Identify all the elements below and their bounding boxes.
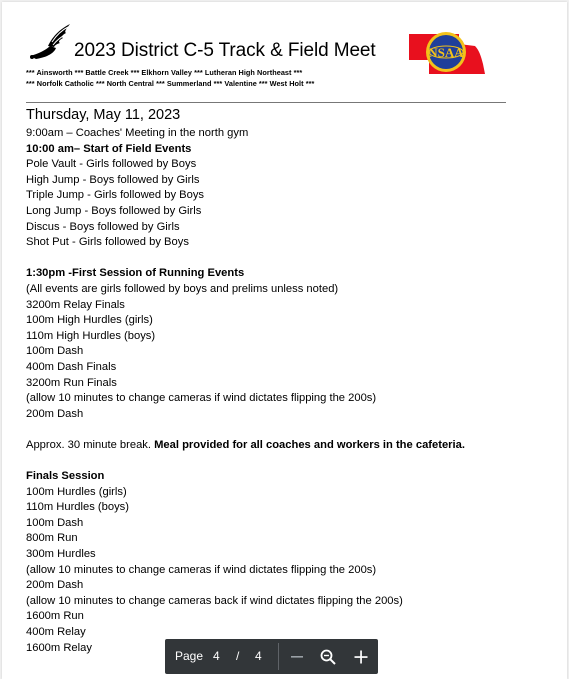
schedule-line: 400m Relay: [26, 626, 86, 638]
minus-icon: [290, 650, 304, 664]
schedule-line: 400m Dash Finals: [26, 360, 117, 373]
magnifier-icon: [319, 648, 337, 666]
pdf-toolbar: [165, 639, 378, 674]
blank-line: [26, 422, 526, 438]
schools-list-line-1: *** Ainsworth *** Battle Creek *** Elkhorn Valley *** Lutheran High Northeast ***: [26, 68, 303, 77]
schedule-line: 1600m Relay: [26, 641, 92, 654]
schedule-line: 200m Dash: [26, 579, 84, 592]
schedule-line: Shot Put - Girls followed by Boys: [26, 236, 189, 249]
blank-line: [26, 251, 526, 267]
schedule-heading: 1:30pm -First Session of Running Events: [26, 267, 245, 280]
schedule-line: Long Jump - Boys followed by Girls: [26, 204, 202, 217]
schedule-line: 3200m Run Finals: [26, 376, 117, 389]
schedule-note: (allow 10 minutes to change cameras back if wind dictates flipping the 200s): [26, 594, 403, 607]
header-divider: [26, 102, 506, 103]
zoom-out-button[interactable]: [284, 644, 309, 669]
break-line: [26, 438, 526, 454]
break-text: Approx. 30 minute break.: [26, 438, 155, 451]
toolbar-divider: [278, 643, 279, 670]
schedule-line: 300m Hurdles: [26, 548, 96, 561]
page-separator: /: [236, 649, 240, 663]
schedule-line: 200m Dash: [26, 407, 84, 420]
schedule-line: 110m High Hurdles (boys): [26, 329, 156, 342]
schedule-note: (allow 10 minutes to change cameras if wind dictates flipping the 200s): [26, 563, 377, 576]
schedule-line: 3200m Relay Finals: [26, 298, 125, 311]
schedule-line: 100m Dash: [26, 345, 84, 358]
page-label: Page: [175, 649, 204, 663]
total-pages: 4: [255, 649, 262, 663]
current-page-input[interactable]: 4: [213, 649, 220, 663]
plus-icon: [353, 649, 369, 665]
schedule-note: (allow 10 minutes to change cameras if wind dictates flipping the 200s): [26, 392, 377, 405]
blank-line: [26, 453, 526, 469]
schools-list-line-2: *** Norfolk Catholic *** North Central *** Summerland *** Valentine *** West Holt ***: [26, 79, 315, 88]
schedule-line: 1600m Run: [26, 610, 84, 623]
schedule-line: 100m Dash: [26, 516, 84, 529]
zoom-in-button[interactable]: [348, 644, 373, 669]
document-title: 2023 District C-5 Track & Field Meet: [74, 40, 376, 61]
schedule-line: 100m High Hurdles (girls): [26, 314, 153, 327]
schedule-line: Discus - Boys followed by Girls: [26, 220, 180, 233]
schedule-line: 100m Hurdles (girls): [26, 485, 127, 498]
schedule-line: Triple Jump - Girls followed by Boys: [26, 189, 205, 202]
schedule-line: 800m Run: [26, 532, 78, 545]
schedule-line: 110m Hurdles (boys): [26, 501, 130, 514]
schedule-note: (All events are girls followed by boys and prelims unless noted): [26, 282, 339, 295]
meet-date: Thursday, May 11, 2023: [26, 107, 181, 123]
zoom-button[interactable]: [315, 644, 340, 669]
meal-notice: Meal provided for all coaches and workers in the cafeteria.: [154, 438, 465, 451]
schedule-line: High Jump - Boys followed by Girls: [26, 173, 200, 186]
schedule-line: Pole Vault - Girls followed by Boys: [26, 158, 197, 171]
schedule-line: 9:00am – Coaches' Meeting in the north gym: [26, 127, 249, 139]
schedule-content: [26, 126, 526, 656]
nsaa-logo: [407, 30, 487, 78]
nsaa-logo-lettering: NSAA: [428, 45, 464, 60]
schedule-heading: Finals Session: [26, 470, 105, 483]
schedule-heading: 10:00 am– Start of Field Events: [26, 142, 192, 155]
winged-shoe-logo: [26, 20, 74, 62]
